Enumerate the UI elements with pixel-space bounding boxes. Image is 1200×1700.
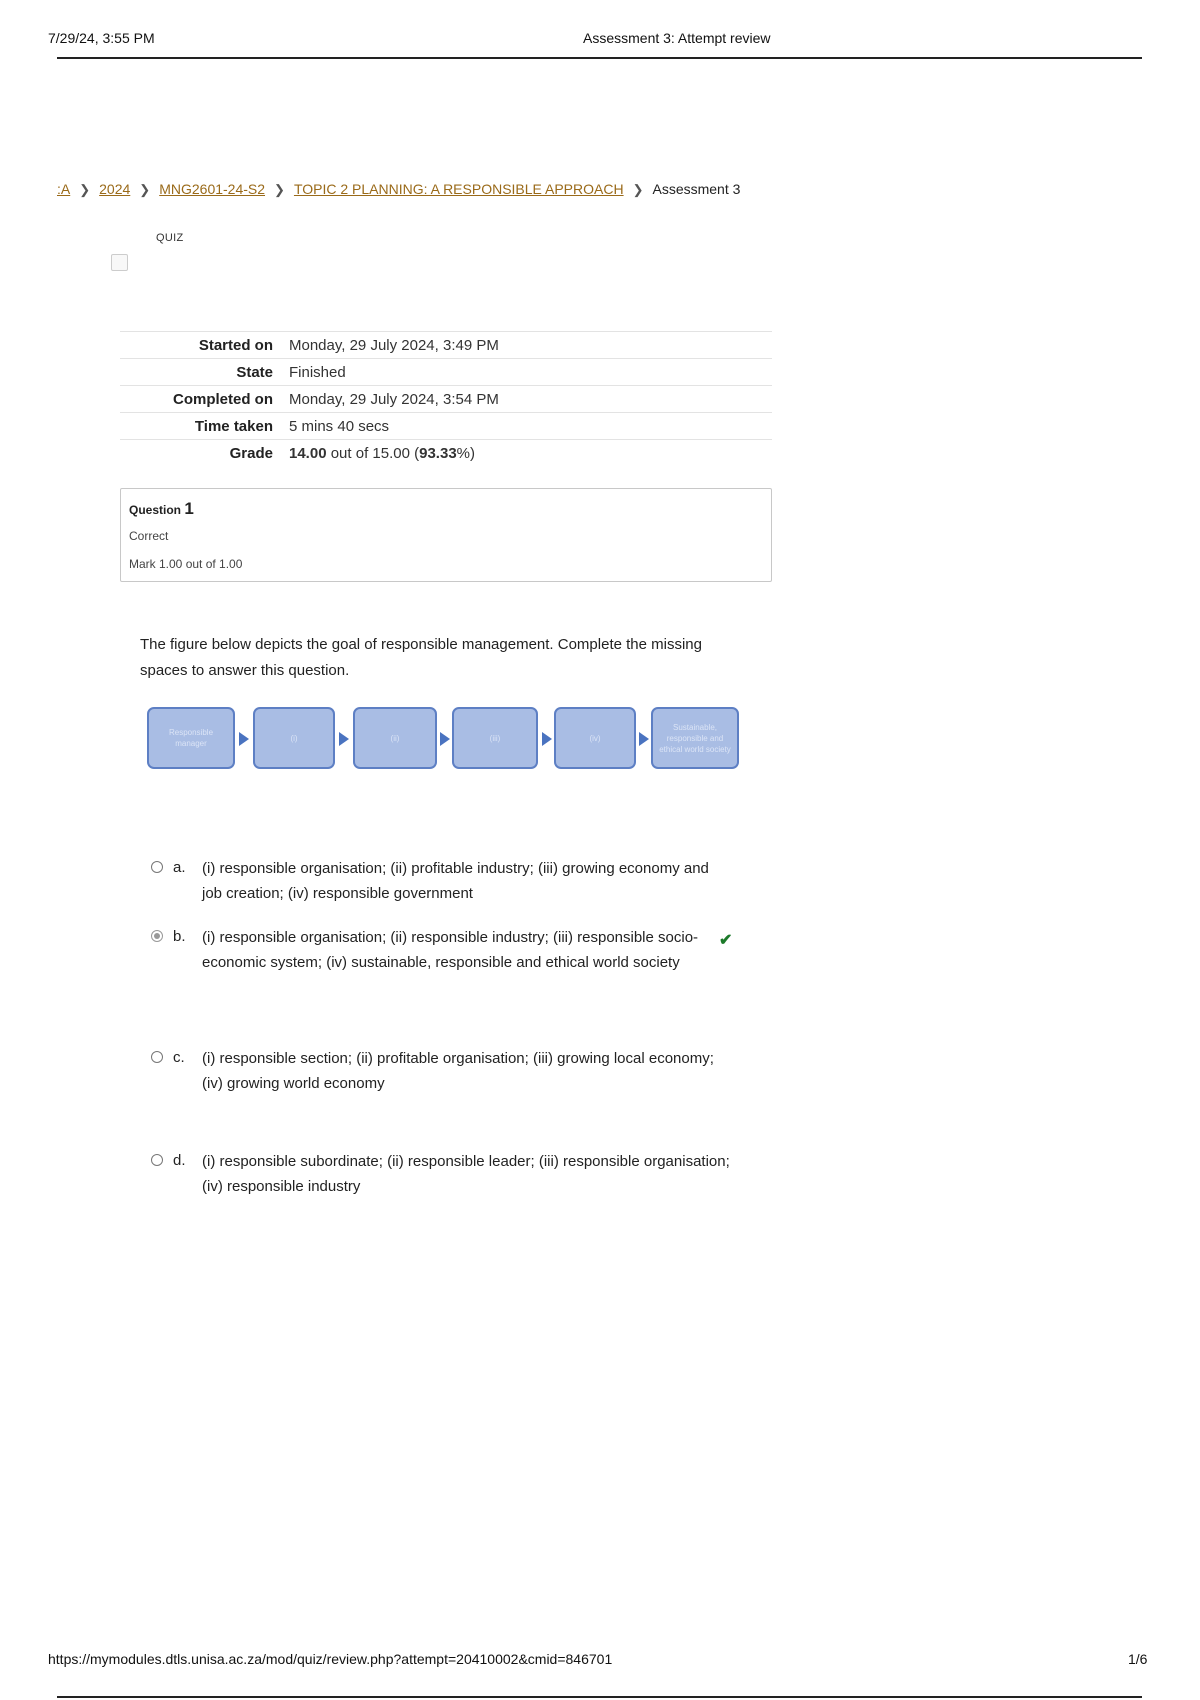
grade-value — [281, 440, 772, 467]
started-value: Monday, 29 July 2024, 3:49 PM — [289, 337, 499, 354]
completed-label: Completed on — [173, 391, 273, 408]
activity-type-label: QUIZ — [156, 232, 184, 244]
radio-button-d[interactable] — [151, 1154, 163, 1166]
header-rule — [57, 57, 1142, 59]
chevron-right-icon: ❯ — [79, 182, 91, 197]
chevron-right-icon: ❯ — [139, 182, 151, 197]
breadcrumb-item-module[interactable]: MNG2601-24-S2 — [159, 181, 266, 197]
grade-suffix: %) — [456, 445, 476, 462]
breadcrumb-item-site[interactable]: :A — [57, 181, 71, 197]
arrow-right-icon — [542, 732, 552, 746]
option-letter: c. — [173, 1049, 185, 1066]
question-mark: Mark 1.00 out of 1.00 — [129, 557, 243, 571]
figure-box-ii: (ii) — [353, 707, 437, 769]
time-label: Time taken — [194, 418, 273, 435]
breadcrumb-item-topic[interactable]: TOPIC 2 PLANNING: A RESPONSIBLE APPROACH — [293, 181, 624, 197]
figure-box-world-society: Sustainable, responsible and ethical world society — [651, 707, 739, 769]
option-text: (i) responsible subordinate; (ii) responsible leader; (iii) responsible organisation; (iv) responsible industry — [202, 1153, 730, 1195]
option-text: (i) responsible organisation; (ii) responsible industry; (iii) responsible socio-economic system; (iv) sustainable, responsible and ethical world society — [202, 929, 699, 971]
chevron-right-icon: ❯ — [632, 182, 644, 197]
question-label: Question — [129, 503, 185, 517]
summary-row-state — [120, 359, 772, 386]
breadcrumb-item-year[interactable]: 2024 — [99, 181, 131, 197]
figure-box-manager: Responsible manager — [147, 707, 235, 769]
question-text: The figure below depicts the goal of responsible management. Complete the missing spaces to answer this question. — [140, 636, 702, 679]
completed-value: Monday, 29 July 2024, 3:54 PM — [289, 391, 499, 408]
radio-button-b[interactable] — [151, 930, 163, 942]
question-state: Correct — [129, 529, 169, 543]
page-url: https://mymodules.dtls.unisa.ac.za/mod/quiz/review.php?attempt=20410002&cmid=846701 — [48, 1651, 613, 1667]
quiz-icon — [111, 254, 128, 271]
radio-button-a[interactable] — [151, 861, 163, 873]
chevron-right-icon: ❯ — [274, 182, 285, 197]
arrow-right-icon — [639, 732, 649, 746]
check-icon: ✔ — [719, 932, 733, 949]
arrow-right-icon — [440, 732, 450, 746]
option-text: (i) responsible organisation; (ii) profitable industry; (iii) growing economy and job creation; (iv) responsible government — [202, 860, 709, 902]
figure-box-i: (i) — [253, 707, 335, 769]
question-number — [129, 499, 194, 519]
breadcrumb-current: Assessment 3 — [652, 181, 741, 197]
option-letter: d. — [173, 1152, 186, 1169]
summary-row-completed — [120, 386, 772, 413]
state-label: State — [236, 364, 273, 381]
attempt-summary-table — [120, 331, 772, 466]
grade-outof: out of 15.00 ( — [326, 445, 420, 462]
print-datetime: 7/29/24, 3:55 PM — [48, 30, 155, 46]
figure-box-iv: (iv) — [554, 707, 636, 769]
summary-row-time — [120, 413, 772, 440]
summary-row-started — [120, 332, 772, 359]
question-number-value: 1 — [184, 499, 194, 518]
grade-percent: 93.33 — [419, 445, 457, 462]
page-number: 1/6 — [1128, 1651, 1148, 1667]
time-value: 5 mins 40 secs — [289, 418, 390, 435]
print-header — [48, 30, 1140, 56]
arrow-right-icon — [339, 732, 349, 746]
option-letter: a. — [173, 859, 186, 876]
footer-rule — [57, 1696, 1142, 1698]
print-page-title: Assessment 3: Attempt review — [583, 30, 771, 46]
question-info-box — [120, 488, 772, 582]
state-value: Finished — [289, 364, 346, 381]
breadcrumb — [57, 181, 740, 198]
grade-score: 14.00 — [289, 445, 327, 462]
arrow-right-icon — [239, 732, 249, 746]
responsible-management-figure — [147, 707, 742, 772]
option-letter: b. — [173, 928, 186, 945]
started-label: Started on — [198, 337, 273, 354]
figure-box-iii: (iii) — [452, 707, 538, 769]
radio-button-c[interactable] — [151, 1051, 163, 1063]
summary-row-grade — [120, 440, 772, 467]
grade-label: Grade — [229, 445, 273, 462]
option-text: (i) responsible section; (ii) profitable organisation; (iii) growing local economy; (iv) growing world economy — [202, 1050, 714, 1092]
